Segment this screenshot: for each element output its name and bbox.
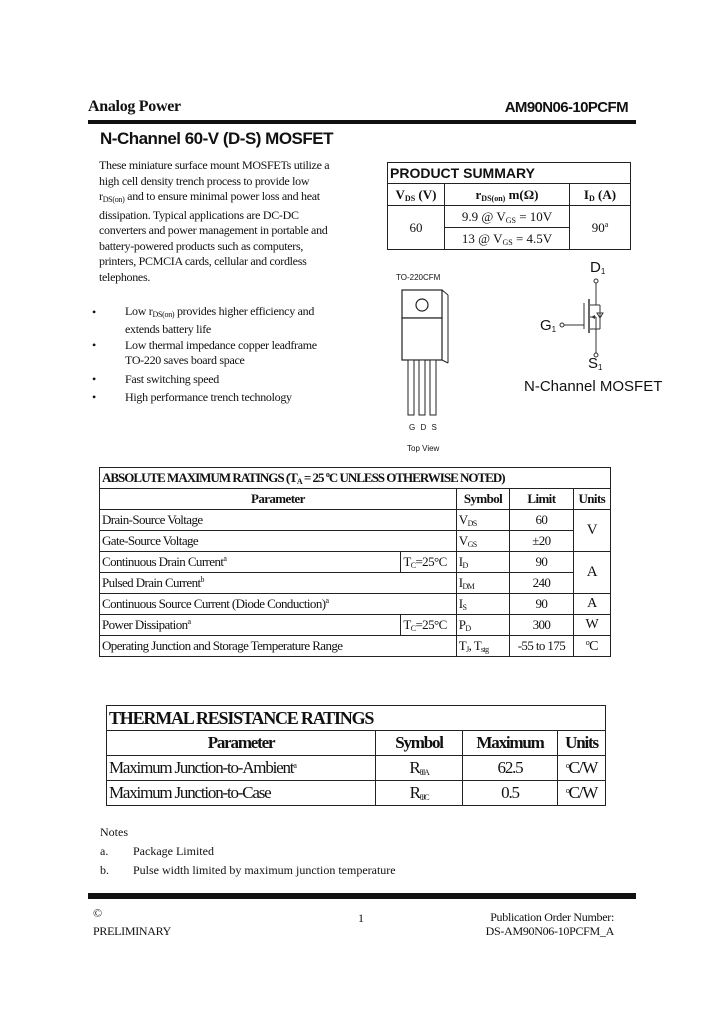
desc-line: converters and power management in portable and bbox=[99, 223, 328, 237]
col-limit: Limit bbox=[510, 489, 573, 510]
col-parameter: Parameter bbox=[100, 489, 457, 510]
bullet: • bbox=[92, 390, 97, 404]
desc-line: telephones. bbox=[99, 269, 151, 284]
mosfet-symbol-icon bbox=[556, 275, 616, 360]
desc-line: These miniature surface mount MOSFETs utilize a bbox=[99, 158, 330, 172]
note-b-text: Pulse width limited by maximum junction temperature bbox=[133, 863, 396, 877]
feature-item: Fast switching speed bbox=[125, 372, 219, 386]
bullet: • bbox=[92, 305, 97, 319]
table-row: Continuous Source Current (Diode Conduction)$^a$ $I_S$ 90 A bbox=[100, 594, 611, 615]
col-units: Units bbox=[558, 731, 606, 756]
abs-max-title: ABSOLUTE MAXIMUM RATINGS ($T_A = 25$ $^o$C UNLESS OTHERWISE NOTED) bbox=[100, 468, 611, 489]
desc-line: $r_{DS(on)}$ and to ensure minimal power loss and heat bbox=[99, 189, 320, 204]
col-symbol: Symbol bbox=[456, 489, 509, 510]
product-summary-table bbox=[387, 162, 631, 250]
table-row: Gate-Source Voltage $V_{GS}$ ±20 bbox=[100, 531, 611, 552]
footer-rule bbox=[88, 893, 636, 899]
note-a-label: a. bbox=[100, 844, 109, 858]
thermal-title: THERMAL RESISTANCE RATINGS bbox=[107, 706, 606, 731]
package-name: TO-220CFM bbox=[396, 273, 441, 282]
table-row: Maximum Junction-to-Ambient$^a$ $R_{\theta JA}$ 62.5 $^o$C/W bbox=[107, 756, 606, 781]
id-value: 90$^a$ bbox=[570, 206, 631, 250]
drain-label: $D_1$ bbox=[590, 259, 606, 276]
publication-number: DS-AM90N06-10PCFM_A bbox=[485, 924, 614, 938]
table-row: Pulsed Drain Current$^b$ $I_{DM}$ 240 bbox=[100, 573, 611, 594]
page-number: 1 bbox=[358, 911, 364, 925]
desc-line: printers, PCMCIA cards, cellular and cordless bbox=[99, 254, 307, 268]
table-row: Drain-Source Voltage $V_{DS}$ 60 V bbox=[100, 510, 611, 531]
table-row: Maximum Junction-to-Case $R_{\theta JC}$ 0.5 $^o$C/W bbox=[107, 781, 606, 806]
mosfet-caption: N-Channel MOSFET bbox=[524, 378, 663, 395]
thermal-table bbox=[106, 705, 606, 806]
desc-line: dissipation. Typical applications are DC-DC bbox=[99, 207, 299, 222]
gate-label: $G_1$ bbox=[540, 317, 557, 334]
note-a-text: Package Limited bbox=[133, 844, 214, 858]
abs-max-table bbox=[99, 467, 611, 657]
col-parameter: Parameter bbox=[107, 731, 376, 756]
to220-package-icon bbox=[398, 285, 456, 420]
col-id: $I_D$ (A) bbox=[570, 184, 631, 206]
header-rule bbox=[88, 120, 636, 124]
table-row: Operating Junction and Storage Temperature Range $T_J$, $T_{stg}$ -55 to 175 $^o$C bbox=[100, 636, 611, 657]
bullet: • bbox=[92, 372, 97, 386]
table-row: Power Dissipation$^a$ $T_C=25^\circ C$ $P_D$ 300 W bbox=[100, 615, 611, 636]
table-row: Continuous Drain Current$^a$ $T_C=25^\circ C$ $I_D$ 90 A bbox=[100, 552, 611, 573]
feature-item: Low thermal impedance copper leadframe TO-220 saves board space bbox=[125, 338, 317, 367]
copyright-icon: © bbox=[93, 906, 103, 920]
feature-item: Low $r_{DS(on)}$ provides higher efficiency and extends battery life bbox=[125, 304, 315, 336]
part-number: AM90N06-10PCFM bbox=[504, 99, 628, 116]
description bbox=[99, 158, 379, 285]
footer-status: PRELIMINARY bbox=[93, 924, 172, 938]
package-pins: G D S bbox=[409, 423, 437, 432]
col-units: Units bbox=[573, 489, 610, 510]
source-label: $S_1$ bbox=[588, 355, 603, 372]
package-view: Top View bbox=[407, 444, 440, 453]
page-title: N-Channel 60-V (D-S) MOSFET bbox=[100, 129, 334, 148]
col-maximum: Maximum bbox=[463, 731, 558, 756]
feature-item: High performance trench technology bbox=[125, 390, 292, 404]
note-b-label: b. bbox=[100, 863, 109, 877]
product-summary-title: PRODUCT SUMMARY bbox=[388, 163, 631, 184]
company-name: Analog Power bbox=[88, 98, 181, 115]
desc-line: battery-powered products such as computers, bbox=[99, 238, 304, 253]
rds-value: 9.9 @ $V_{GS} = 10V$ bbox=[445, 206, 570, 228]
vds-value: 60 bbox=[388, 206, 445, 250]
col-symbol: Symbol bbox=[376, 731, 463, 756]
publication-label: Publication Order Number: bbox=[490, 910, 614, 924]
desc-line: high cell density trench process to provide low bbox=[99, 173, 310, 188]
col-rds: $r_{DS(on)}$ m(Ω) bbox=[445, 184, 570, 206]
notes-title: Notes bbox=[100, 825, 128, 839]
rds-value: 13 @ $V_{GS} = 4.5V$ bbox=[445, 228, 570, 250]
bullet: • bbox=[92, 338, 97, 352]
col-vds: $V_{DS}$ (V) bbox=[388, 184, 445, 206]
